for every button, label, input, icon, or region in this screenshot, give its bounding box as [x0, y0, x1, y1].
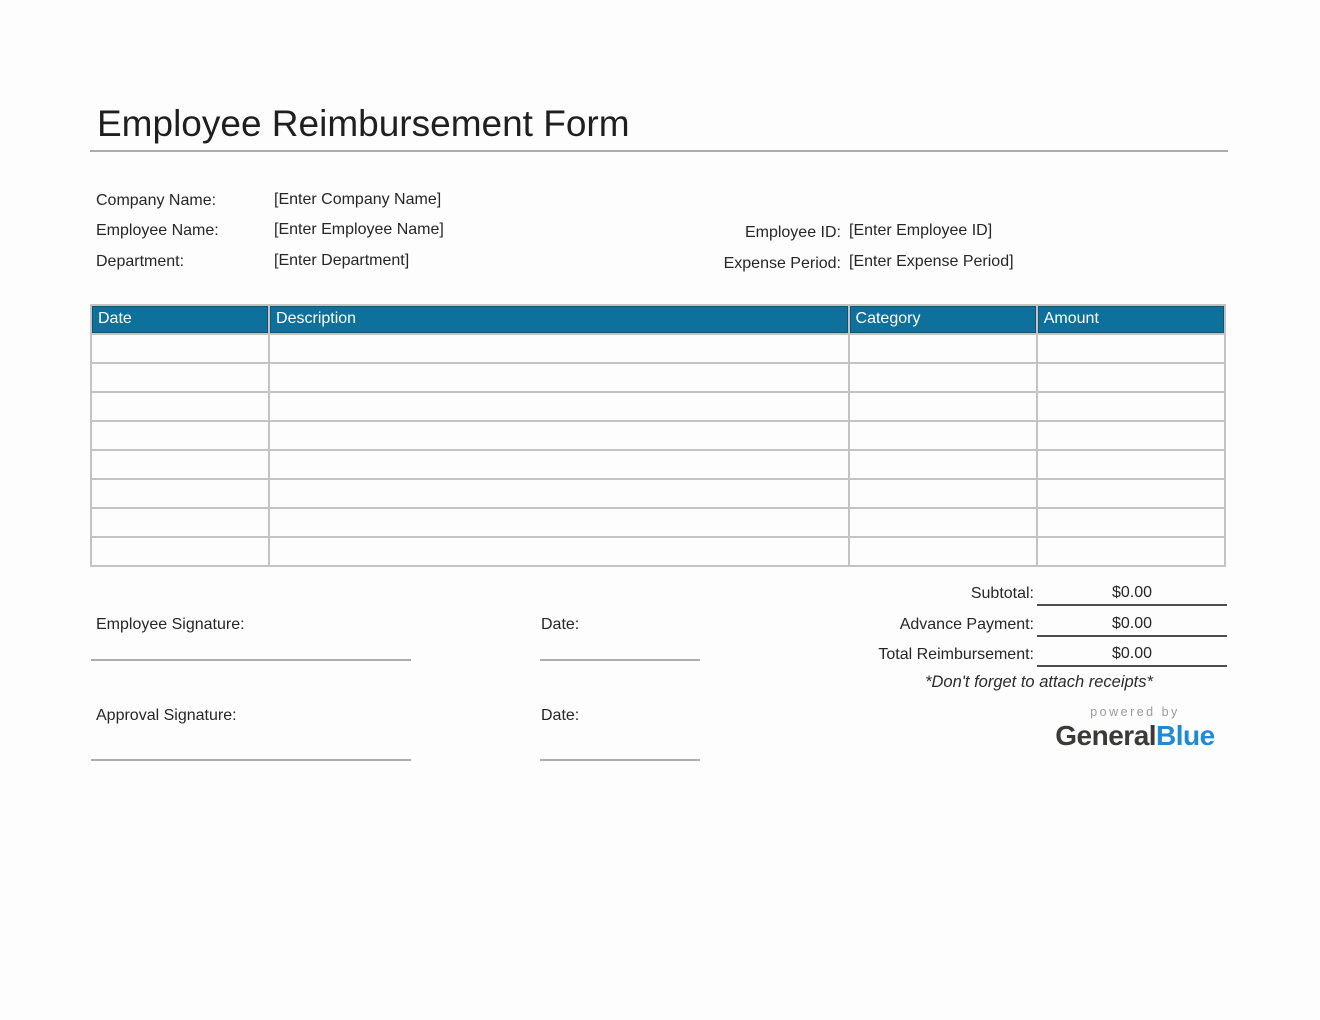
- table-row: [91, 450, 1225, 479]
- employee-date-line[interactable]: [540, 659, 700, 661]
- table-cell-description[interactable]: [269, 479, 848, 508]
- table-row: [91, 479, 1225, 508]
- attach-receipts-note: *Don't forget to attach receipts*: [925, 673, 1153, 691]
- table-cell-date[interactable]: [91, 450, 269, 479]
- table-cell-date[interactable]: [91, 537, 269, 566]
- table-cell-category[interactable]: [849, 508, 1037, 537]
- column-header-date: Date: [91, 305, 269, 334]
- column-header-amount: Amount: [1037, 305, 1225, 334]
- table-cell-category[interactable]: [849, 537, 1037, 566]
- company-name-field[interactable]: [Enter Company Name]: [274, 191, 442, 208]
- employee-id-field[interactable]: [Enter Employee ID]: [849, 222, 993, 239]
- table-row: [91, 363, 1225, 392]
- table-cell-description[interactable]: [269, 508, 848, 537]
- table-row: [91, 334, 1225, 363]
- advance-payment-label: Advance Payment:: [899, 616, 1034, 633]
- table-cell-amount[interactable]: [1037, 334, 1225, 363]
- table-cell-amount[interactable]: [1037, 421, 1225, 450]
- table-cell-category[interactable]: [849, 392, 1037, 421]
- employee-signature-label: Employee Signature:: [96, 616, 245, 633]
- table-cell-amount[interactable]: [1037, 392, 1225, 421]
- table-cell-description[interactable]: [269, 392, 848, 421]
- table-cell-category[interactable]: [849, 363, 1037, 392]
- subtotal-value: $0.00: [1037, 584, 1227, 606]
- table-cell-amount[interactable]: [1037, 450, 1225, 479]
- brand-wordmark: [1052, 720, 1218, 752]
- approval-date-line[interactable]: [540, 759, 700, 761]
- employee-id-label: Employee ID:: [744, 224, 841, 241]
- column-header-category: Category: [849, 305, 1037, 334]
- brand-general-text: General: [1055, 720, 1157, 751]
- expense-period-field[interactable]: [Enter Expense Period]: [849, 253, 1014, 270]
- table-cell-date[interactable]: [91, 334, 269, 363]
- table-cell-description[interactable]: [269, 450, 848, 479]
- total-reimbursement-value: $0.00: [1037, 645, 1227, 667]
- approval-signature-label: Approval Signature:: [96, 707, 237, 724]
- table-row: [91, 508, 1225, 537]
- table-cell-date[interactable]: [91, 392, 269, 421]
- subtotal-label: Subtotal:: [970, 585, 1034, 602]
- table-cell-category[interactable]: [849, 479, 1037, 508]
- advance-payment-value: $0.00: [1037, 615, 1227, 637]
- employee-name-label: Employee Name:: [96, 222, 219, 239]
- department-label: Department:: [96, 253, 185, 270]
- table-row: [91, 421, 1225, 450]
- table-row: [91, 392, 1225, 421]
- approval-date-label: Date:: [541, 707, 580, 724]
- table-cell-amount[interactable]: [1037, 537, 1225, 566]
- employee-name-field[interactable]: [Enter Employee Name]: [274, 221, 444, 238]
- table-cell-date[interactable]: [91, 508, 269, 537]
- powered-by-text: powered by: [1090, 705, 1180, 719]
- table-cell-date[interactable]: [91, 363, 269, 392]
- table-row: [91, 537, 1225, 566]
- expense-period-label: Expense Period:: [723, 255, 841, 272]
- table-cell-description[interactable]: [269, 334, 848, 363]
- expense-table: [90, 304, 1226, 567]
- department-field[interactable]: [Enter Department]: [274, 252, 410, 269]
- expense-table-header-row: [91, 305, 1225, 334]
- approval-signature-line[interactable]: [91, 759, 411, 761]
- table-cell-category[interactable]: [849, 421, 1037, 450]
- table-cell-description[interactable]: [269, 537, 848, 566]
- brand-blue-text: Blue: [1156, 720, 1215, 751]
- table-cell-category[interactable]: [849, 450, 1037, 479]
- company-name-label: Company Name:: [96, 192, 217, 209]
- page-title: Employee Reimbursement Form: [97, 103, 630, 144]
- table-cell-date[interactable]: [91, 479, 269, 508]
- column-header-description: Description: [269, 305, 848, 334]
- table-cell-description[interactable]: [269, 363, 848, 392]
- employee-signature-line[interactable]: [91, 659, 411, 661]
- title-divider: [90, 150, 1228, 152]
- general-blue-logo: [1052, 705, 1218, 752]
- table-cell-amount[interactable]: [1037, 363, 1225, 392]
- total-reimbursement-label: Total Reimbursement:: [878, 646, 1034, 663]
- table-cell-category[interactable]: [849, 334, 1037, 363]
- employee-date-label: Date:: [541, 616, 580, 633]
- table-cell-description[interactable]: [269, 421, 848, 450]
- table-cell-date[interactable]: [91, 421, 269, 450]
- table-cell-amount[interactable]: [1037, 479, 1225, 508]
- table-cell-amount[interactable]: [1037, 508, 1225, 537]
